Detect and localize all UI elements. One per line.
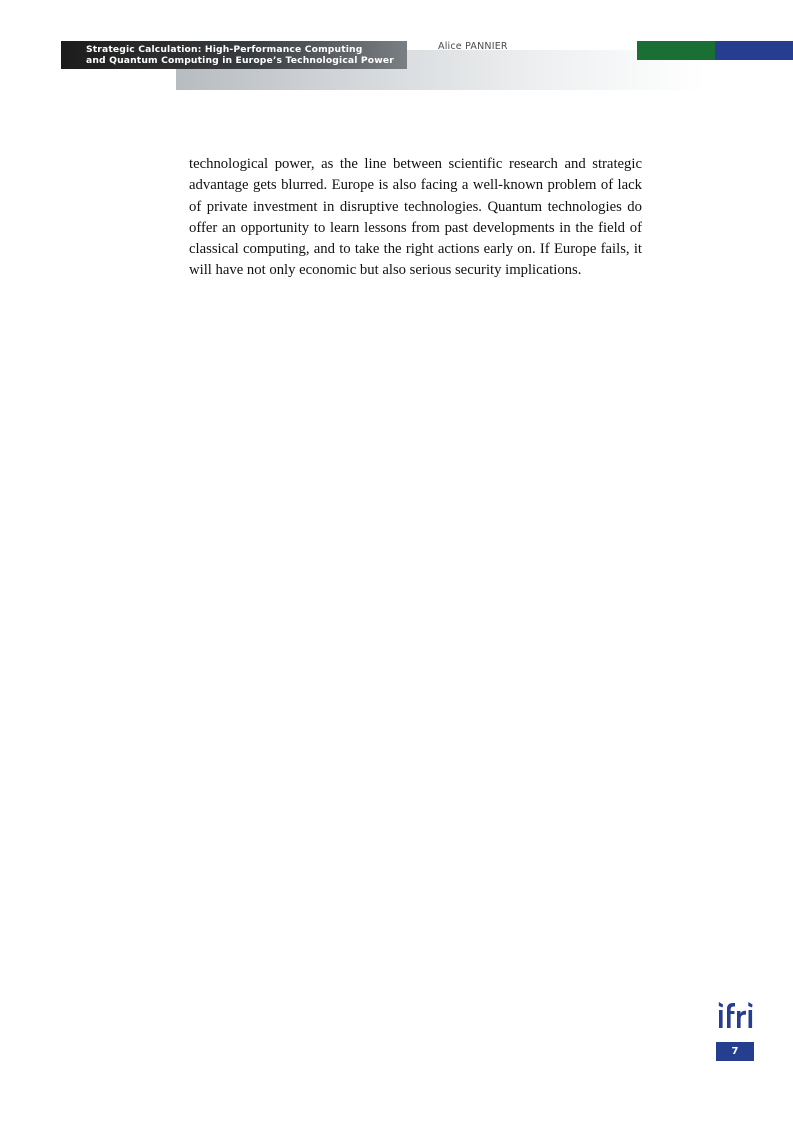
running-header-title-line-2: and Quantum Computing in Europe’s Technological Power: [86, 55, 394, 66]
ifri-logo: [717, 1000, 755, 1032]
header-blue-bar: [715, 41, 793, 60]
running-header-author: Alice PANNIER: [438, 41, 508, 52]
running-header-title: [61, 41, 407, 69]
logo-letter-i1-dot: [719, 1002, 723, 1008]
logo-letter-i2-dot: [748, 1002, 752, 1008]
logo-letter-f: [727, 1003, 735, 1028]
running-header-title-line-1: Strategic Calculation: High-Performance Computing: [86, 44, 363, 55]
page-number: 7: [716, 1042, 754, 1061]
body-paragraph: technological power, as the line between scientific research and strategic advantage gets blurred. Europe is also facing a well-known problem of lack of private investment in disruptive technologies. Quantum technologies do offer an opportunity to learn lessons from past developments in the field of classical computing, and to take the right actions early on. If Europe fails, it will have not only economic but also serious security implications.: [189, 156, 642, 279]
logo-letter-r: [737, 1011, 746, 1028]
logo-letter-i1-stem: [719, 1010, 723, 1028]
header-green-bar: [637, 41, 715, 60]
logo-letter-i2-stem: [749, 1010, 753, 1028]
